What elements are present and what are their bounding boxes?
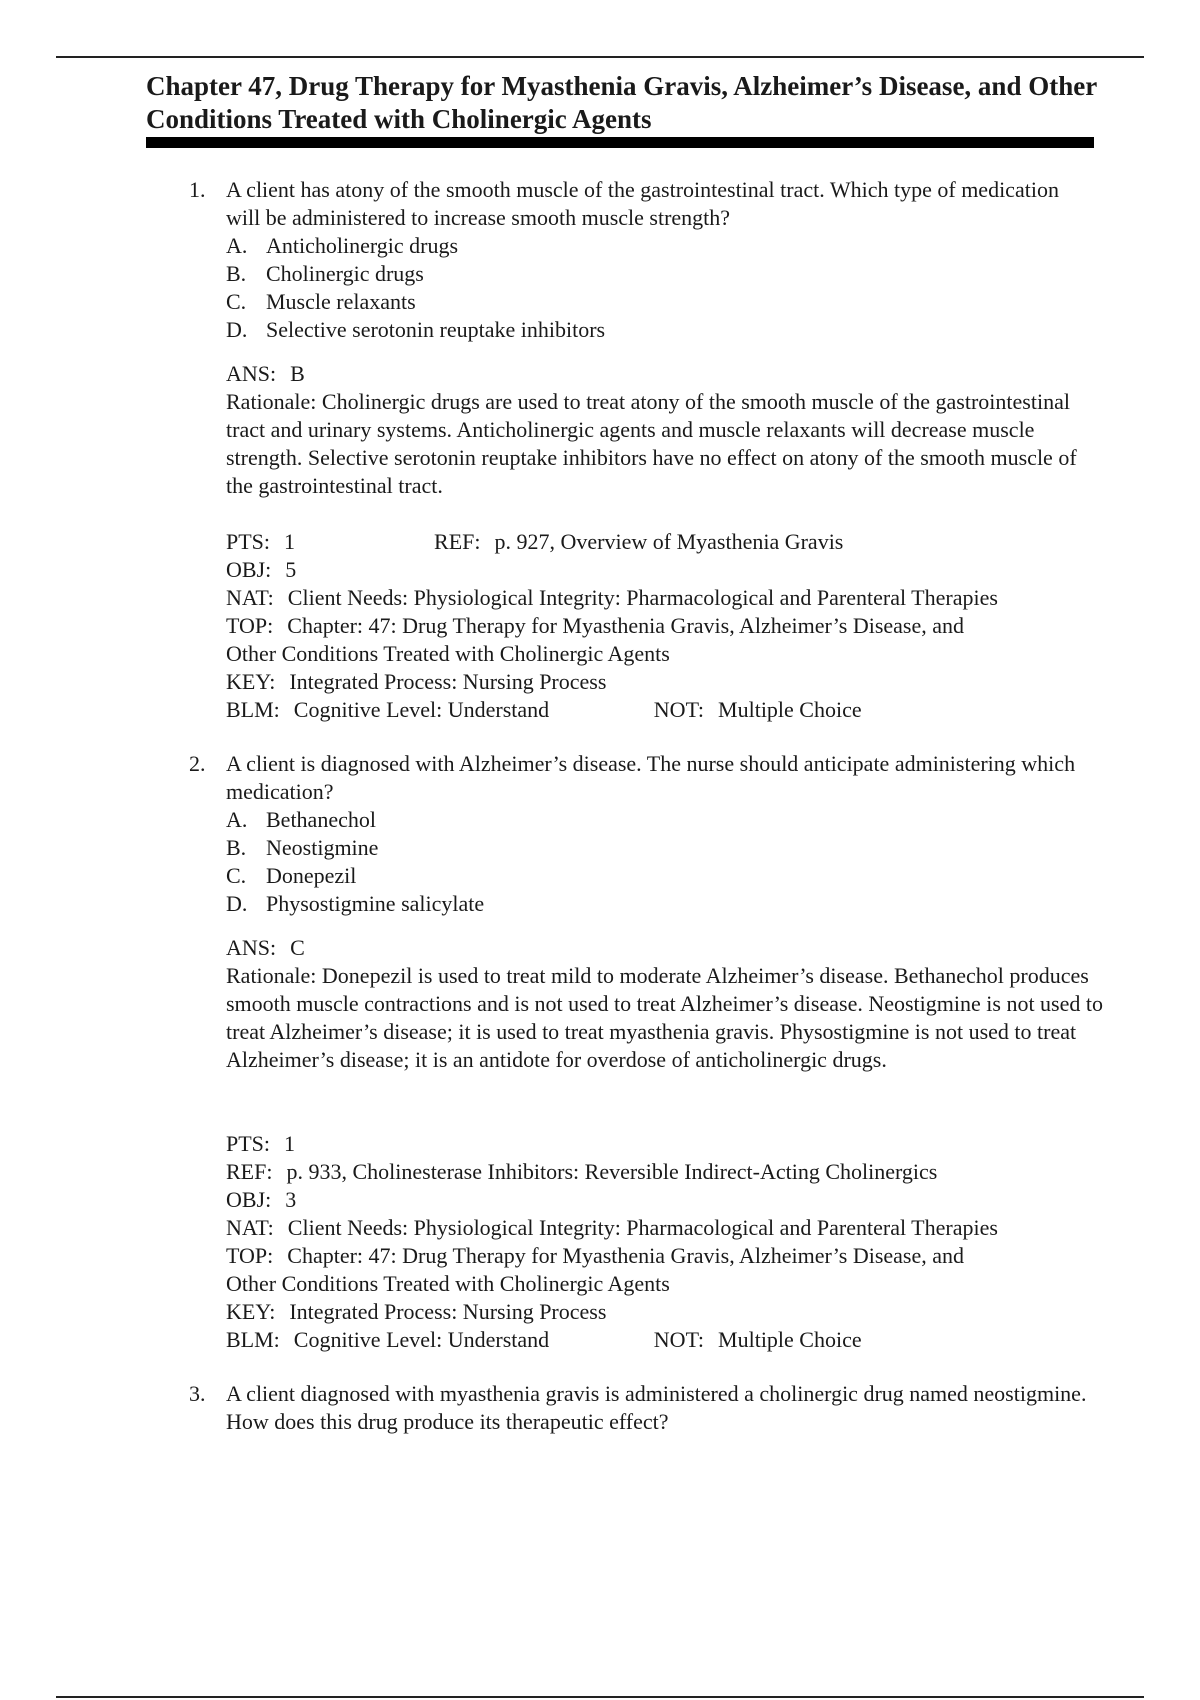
- meta-nat: NAT: Client Needs: Physiological Integrity: Pharmacological and Parenteral Therapies: [226, 585, 998, 610]
- metadata-block: [226, 1130, 1106, 1354]
- meta-top: TOP: Chapter: 47: Drug Therapy for Myasthenia Gravis, Alzheimer’s Disease, and: [226, 1243, 965, 1268]
- meta-top-cont: Other Conditions Treated with Cholinergic Agents: [226, 641, 670, 666]
- meta-top: TOP: Chapter: 47: Drug Therapy for Myasthenia Gravis, Alzheimer’s Disease, and: [226, 613, 965, 638]
- question-stem: A client diagnosed with myasthenia gravis is administered a cholinergic drug named neostigmine. How does this drug produce its therapeutic effect?: [226, 1381, 1087, 1434]
- option-item: C. Donepezil: [226, 863, 357, 888]
- answer-line: ANS: B: [226, 361, 305, 386]
- meta-pts: PTS: 1: [226, 1131, 296, 1156]
- rationale-text: Rationale: Donepezil is used to treat mild to moderate Alzheimer’s disease. Bethanechol produces smooth muscle contractions and is not used to treat Alzheimer’s disease. Neostigmine is not used to treat Alzheimer’s disease; it is used to treat myasthenia gravis. Physostigmine is not used to treat Alzheimer’s disease; it is an antidote for overdose of anticholinergic drugs.: [226, 963, 1103, 1072]
- meta-ref: REF: p. 933, Cholinesterase Inhibitors: Reversible Indirect-Acting Cholinergics: [226, 1159, 938, 1184]
- option-item: C. Muscle relaxants: [226, 289, 416, 314]
- meta-blm-not: BLM: Cognitive Level: Understand NOT: Multiple Choice: [226, 1327, 862, 1352]
- meta-top-cont: Other Conditions Treated with Cholinergic Agents: [226, 1271, 670, 1296]
- meta-pts-ref: PTS: 1 REF: p. 927, Overview of Myasthenia Gravis: [226, 529, 844, 554]
- rationale-text: Rationale: Cholinergic drugs are used to treat atony of the smooth muscle of the gastrointestinal tract and urinary systems. Anticholinergic agents and muscle relaxants will decrease muscle strength. Selective serotonin reuptake inhibitors have no effect on atony of the smooth muscle of the gastrointestinal tract.: [226, 389, 1077, 498]
- answer-options: [226, 806, 1106, 918]
- question-stem: A client has atony of the smooth muscle of the gastrointestinal tract. Which type of medication will be administered to increase smooth muscle strength?: [226, 177, 1059, 230]
- meta-key: KEY: Integrated Process: Nursing Process: [226, 1299, 607, 1324]
- question-number: 3.: [189, 1381, 206, 1406]
- option-item: B. Neostigmine: [226, 835, 379, 860]
- option-item: B. Cholinergic drugs: [226, 261, 424, 286]
- option-item: A. Anticholinergic drugs: [226, 233, 459, 258]
- option-item: A. Bethanechol: [226, 807, 376, 832]
- meta-key: KEY: Integrated Process: Nursing Process: [226, 669, 607, 694]
- title-underline-bar: [146, 137, 1094, 148]
- bottom-rule: [56, 1696, 1144, 1698]
- meta-obj: OBJ: 5: [226, 557, 297, 582]
- meta-blm-not: BLM: Cognitive Level: Understand NOT: Multiple Choice: [226, 697, 862, 722]
- meta-nat: NAT: Client Needs: Physiological Integrity: Pharmacological and Parenteral Therapies: [226, 1215, 998, 1240]
- option-item: D. Physostigmine salicylate: [226, 891, 485, 916]
- metadata-block: [226, 528, 1106, 724]
- option-item: D. Selective serotonin reuptake inhibitors: [226, 317, 606, 342]
- question-number: 2.: [189, 751, 206, 776]
- answer-options: [226, 232, 1106, 344]
- question-stem: A client is diagnosed with Alzheimer’s disease. The nurse should anticipate administering which medication?: [226, 751, 1076, 804]
- top-rule: [56, 56, 1144, 58]
- question-number: 1.: [189, 177, 206, 202]
- page-title: Chapter 47, Drug Therapy for Myasthenia Gravis, Alzheimer’s Disease, and Other Conditions Treated with Cholinergic Agents: [146, 71, 1097, 134]
- meta-obj: OBJ: 3: [226, 1187, 297, 1212]
- answer-line: ANS: C: [226, 935, 305, 960]
